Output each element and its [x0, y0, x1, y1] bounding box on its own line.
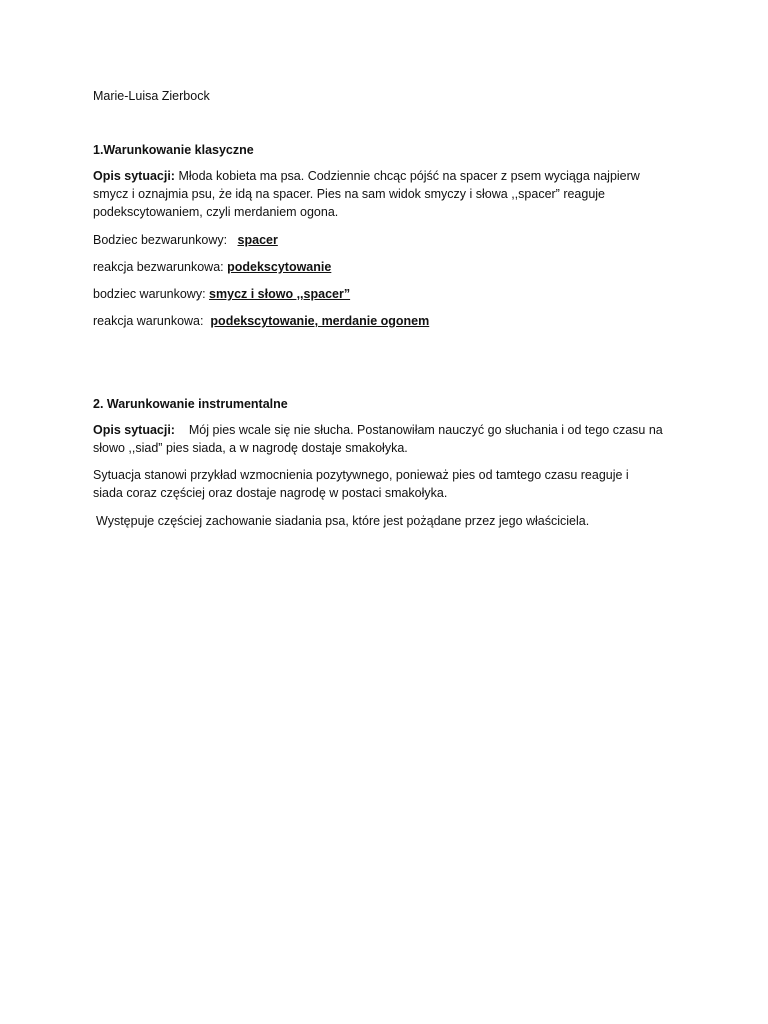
- section1-situation-line2: smycz i oznajmia psu, że idą na spacer. Pies na sam widok smyczy i słowa ,,spacer” reaguje: [93, 187, 606, 201]
- section2-paragraph2-line2: siada coraz częściej oraz dostaje nagrodę w postaci smakołyka.: [93, 486, 448, 500]
- section2-situation-line1: [93, 421, 683, 439]
- term-label: reakcja warunkowa:: [93, 314, 204, 328]
- term-label: Bodziec bezwarunkowy:: [93, 233, 228, 247]
- term-label: reakcja bezwarunkowa:: [93, 260, 224, 274]
- term-label: bodziec warunkowy:: [93, 287, 206, 301]
- term-conditioned-stimulus: [93, 285, 683, 303]
- term-value: smycz i słowo ,,spacer”: [209, 287, 351, 301]
- term-value: podekscytowanie: [227, 260, 332, 274]
- term-conditioned-response: [93, 312, 683, 330]
- section1-situation-line3: podekscytowaniem, czyli merdaniem ogona.: [93, 205, 339, 219]
- section1-heading: 1.Warunkowanie klasyczne: [93, 143, 254, 157]
- section2-paragraph2-line1: Sytuacja stanowi przykład wzmocnienia pozytywnego, ponieważ pies od tamtego czasu reaguje i: [93, 468, 629, 482]
- term-unconditioned-stimulus: [93, 231, 683, 249]
- term-value: spacer: [237, 233, 278, 247]
- situation-text: Mój pies wcale się nie słucha. Postanowiłam nauczyć go słuchania i od tego czasu na: [188, 423, 663, 437]
- situation-text-bold: Młoda kobieta ma psa. Codziennie chcąc pójść na spacer z psem wyciąga najpierw: [178, 169, 640, 183]
- section2-heading: 2. Warunkowanie instrumentalne: [93, 397, 288, 411]
- author-name: Marie-Luisa Zierbock: [93, 89, 210, 103]
- section2-situation-line2: słowo ,,siad” pies siada, a w nagrodę dostaje smakołyka.: [93, 441, 408, 455]
- situation-label: Opis sytuacji:: [93, 169, 175, 183]
- term-value: podekscytowanie, merdanie ogonem: [210, 314, 430, 328]
- situation-label: Opis sytuacji:: [93, 423, 175, 437]
- section1-situation-line1: [93, 167, 683, 185]
- section2-paragraph3: Występuje częściej zachowanie siadania psa, które jest pożądane przez jego właściciela.: [96, 514, 590, 528]
- term-unconditioned-response: [93, 258, 683, 276]
